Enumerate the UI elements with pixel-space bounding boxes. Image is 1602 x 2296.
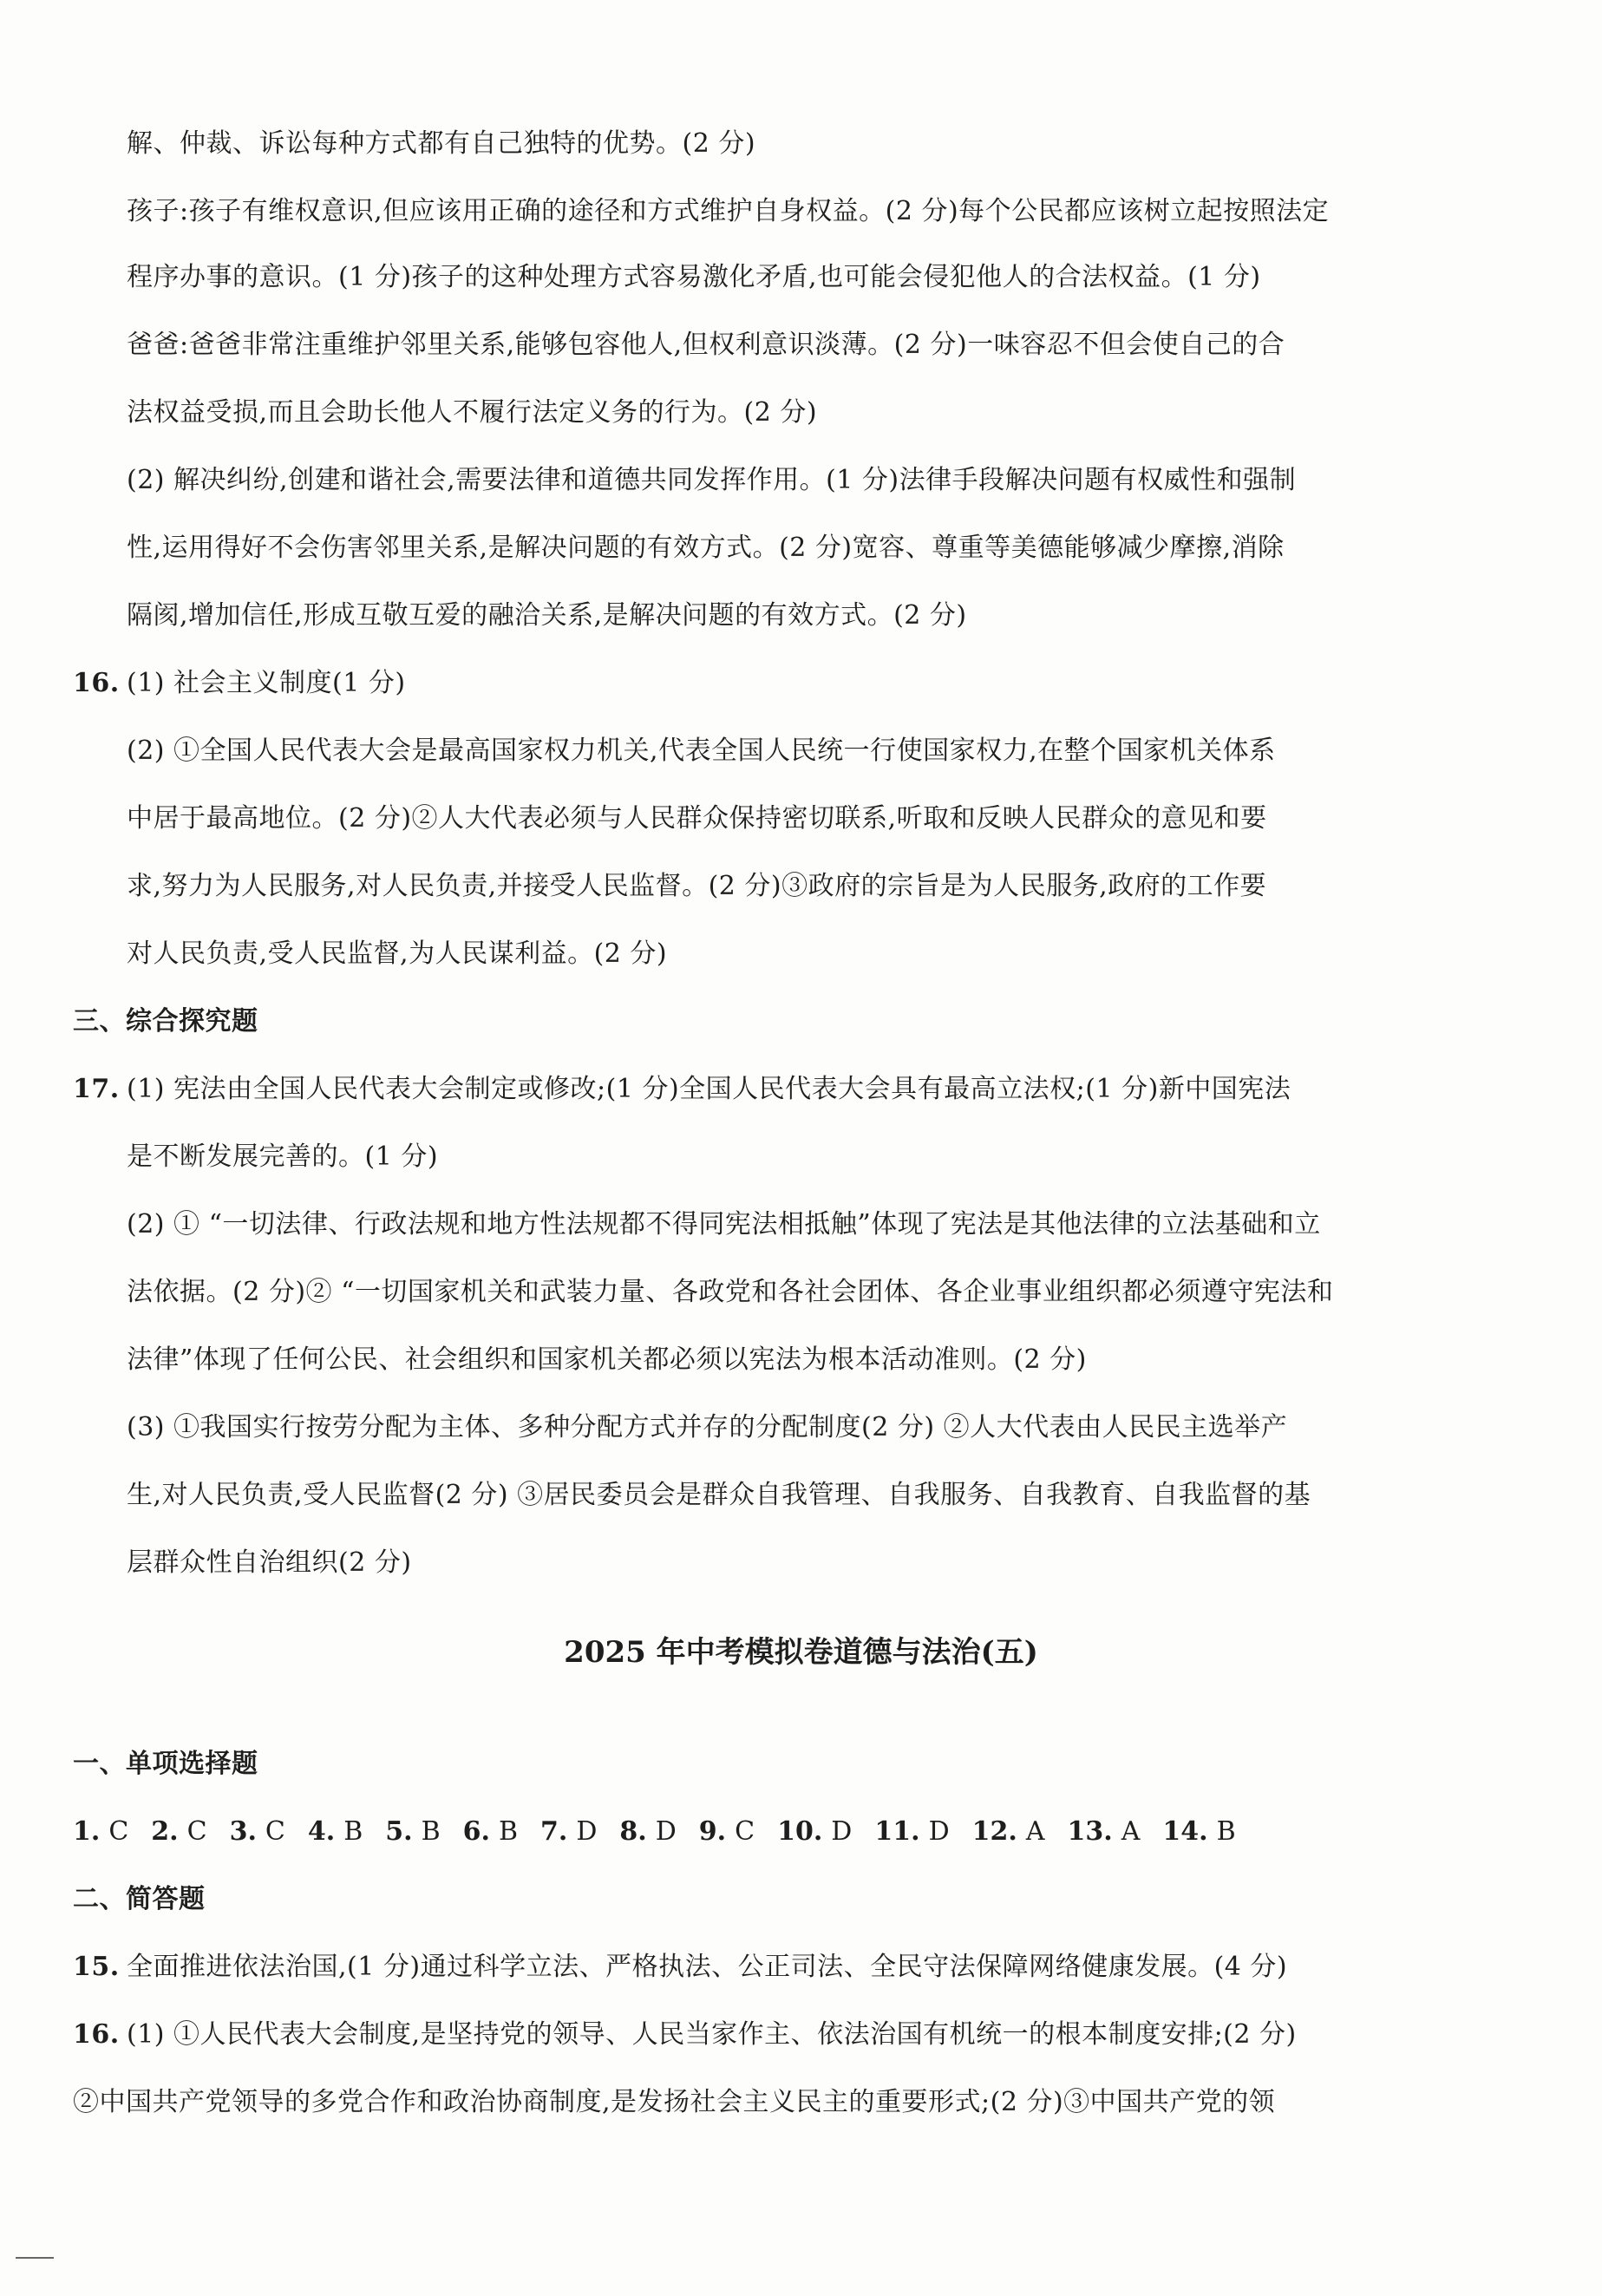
text-line: 爸爸:爸爸非常注重维护邻里关系,能够包容他人,但权利意识淡薄。(2 分)一味容忍不但会使自己的合 [127,330,1285,360]
answer-value: D [928,1816,950,1847]
answer-value: B [343,1816,363,1847]
answer-item [463,1813,518,1851]
answer-value: D [831,1816,853,1847]
text-line: (2) 解决纠纷,创建和谐社会,需要法律和道德共同发挥作用。(1 分)法律手段解决问题有权威性和强制 [127,465,1297,495]
text-line: 程序办事的意识。(1 分)孩子的这种处理方式容易激化矛盾,也可能会侵犯他人的合法权益。(1 分) [127,262,1261,292]
question-number: 17. [73,1074,120,1104]
exam-title: 2025 年中考模拟卷道德与法治(五) [564,1635,1038,1670]
answer-number: 1. [73,1816,101,1847]
text-line: 隔阂,增加信任,形成互敬互爱的融洽关系,是解决问题的有效方式。(2 分) [127,600,967,631]
section-heading: 三、综合探究题 [73,1006,258,1037]
answer-number: 8. [619,1816,647,1847]
answer-key-row [73,1813,1259,1851]
text-line: ②中国共产党领导的多党合作和政治协商制度,是发扬社会主义民主的重要形式;(2 分)③中国共产党的领 [73,2087,1276,2117]
text-line: 求,努力为人民服务,对人民负责,并接受人民监督。(2 分)③政府的宗旨是为人民服务,政府的工作要 [127,871,1267,901]
question-number: 15. [73,1952,120,1982]
text-line: 法依据。(2 分)② “一切国家机关和武装力量、各政党和各社会团体、各企业事业组织都必须遵守宪法和 [127,1277,1334,1307]
answer-item [972,1813,1045,1851]
answer-number: 11. [874,1816,920,1847]
text-line: 法权益受损,而且会助长他人不履行法定义务的行为。(2 分) [127,397,818,428]
answer-number: 5. [385,1816,413,1847]
answer-item [308,1813,363,1851]
answer-number: 10. [777,1816,823,1847]
section-heading: 二、简答题 [73,1884,206,1914]
answer-item [874,1813,949,1851]
question-16 [73,664,406,703]
text-line: 对人民负责,受人民监督,为人民谋利益。(2 分) [127,939,668,969]
question-15 [73,1948,1287,1986]
answer-item [385,1813,440,1851]
answer-value: D [655,1816,677,1847]
text-line: 生,对人民负责,受人民监督(2 分) ③居民委员会是群众自我管理、自我服务、自我教育、自我监督的基 [127,1480,1311,1510]
question-16-new [73,2016,1297,2054]
text-line: 全面推进依法治国,(1 分)通过科学立法、严格执法、公正司法、全民守法保障网络健康发展。(4 分) [127,1952,1288,1982]
answer-item [151,1813,206,1851]
answer-value: B [498,1816,519,1847]
answer-number: 6. [462,1816,490,1847]
text-line: 中居于最高地位。(2 分)②人大代表必须与人民群众保持密切联系,听取和反映人民群众的意见和要 [127,803,1267,834]
answer-item [619,1813,676,1851]
answer-number: 14. [1162,1816,1208,1847]
answer-item [540,1813,597,1851]
text-line: (2) ① “一切法律、行政法规和地方性法规都不得同宪法相抵触”体现了宪法是其他法律的立法基础和立 [127,1209,1321,1240]
answer-item [699,1813,755,1851]
question-17 [73,1070,1291,1109]
question-number: 16. [73,668,120,698]
answer-value: D [576,1816,598,1847]
text-line: 是不断发展完善的。(1 分) [127,1141,439,1172]
question-number: 16. [73,2019,120,2050]
answer-item [1162,1813,1235,1851]
text-line: 性,运用得好不会伤害邻里关系,是解决问题的有效方式。(2 分)宽容、尊重等美德能够减少摩擦,消除 [127,533,1285,563]
answer-number: 9. [698,1816,727,1847]
answer-value: C [265,1816,285,1847]
answer-value: C [186,1816,207,1847]
answer-number: 2. [151,1816,179,1847]
answer-number: 13. [1067,1816,1113,1847]
answer-item [230,1813,285,1851]
answer-value: B [1216,1816,1236,1847]
answer-number: 3. [229,1816,257,1847]
answer-value: C [108,1816,129,1847]
text-line: (1) 宪法由全国人民代表大会制定或修改;(1 分)全国人民代表大会具有最高立法权;(1 分)新中国宪法 [127,1074,1291,1104]
text-line: (1) 社会主义制度(1 分) [127,668,406,698]
text-line: 法律”体现了任何公民、社会组织和国家机关都必须以宪法为根本活动准则。(2 分) [127,1344,1087,1375]
text-line: 孩子:孩子有维权意识,但应该用正确的途径和方式维护自身权益。(2 分)每个公民都应该树立起按照法定 [127,196,1330,226]
footer-rule [16,2257,54,2259]
answer-number: 12. [971,1816,1017,1847]
text-line: 层群众性自治组织(2 分) [127,1547,412,1578]
answer-number: 4. [307,1816,336,1847]
answer-item [1068,1813,1141,1851]
answer-item [73,1813,128,1851]
text-line: (1) ①人民代表大会制度,是坚持党的领导、人民当家作主、依法治国有机统一的根本制度安排;(2 分) [127,2019,1297,2050]
text-line: (2) ①全国人民代表大会是最高国家权力机关,代表全国人民统一行使国家权力,在整个国家机关体系 [127,736,1276,766]
section-heading: 一、单项选择题 [73,1749,258,1779]
answer-value: C [735,1816,755,1847]
text-line: 解、仲裁、诉讼每种方式都有自己独特的优势。(2 分) [127,128,756,159]
answer-value: A [1121,1816,1141,1847]
answer-value: B [421,1816,441,1847]
text-line: (3) ①我国实行按劳分配为主体、多种分配方式并存的分配制度(2 分) ②人大代表由人民民主选举产 [127,1412,1288,1442]
answer-number: 7. [540,1816,568,1847]
answer-item [777,1813,852,1851]
answer-value: A [1025,1816,1045,1847]
